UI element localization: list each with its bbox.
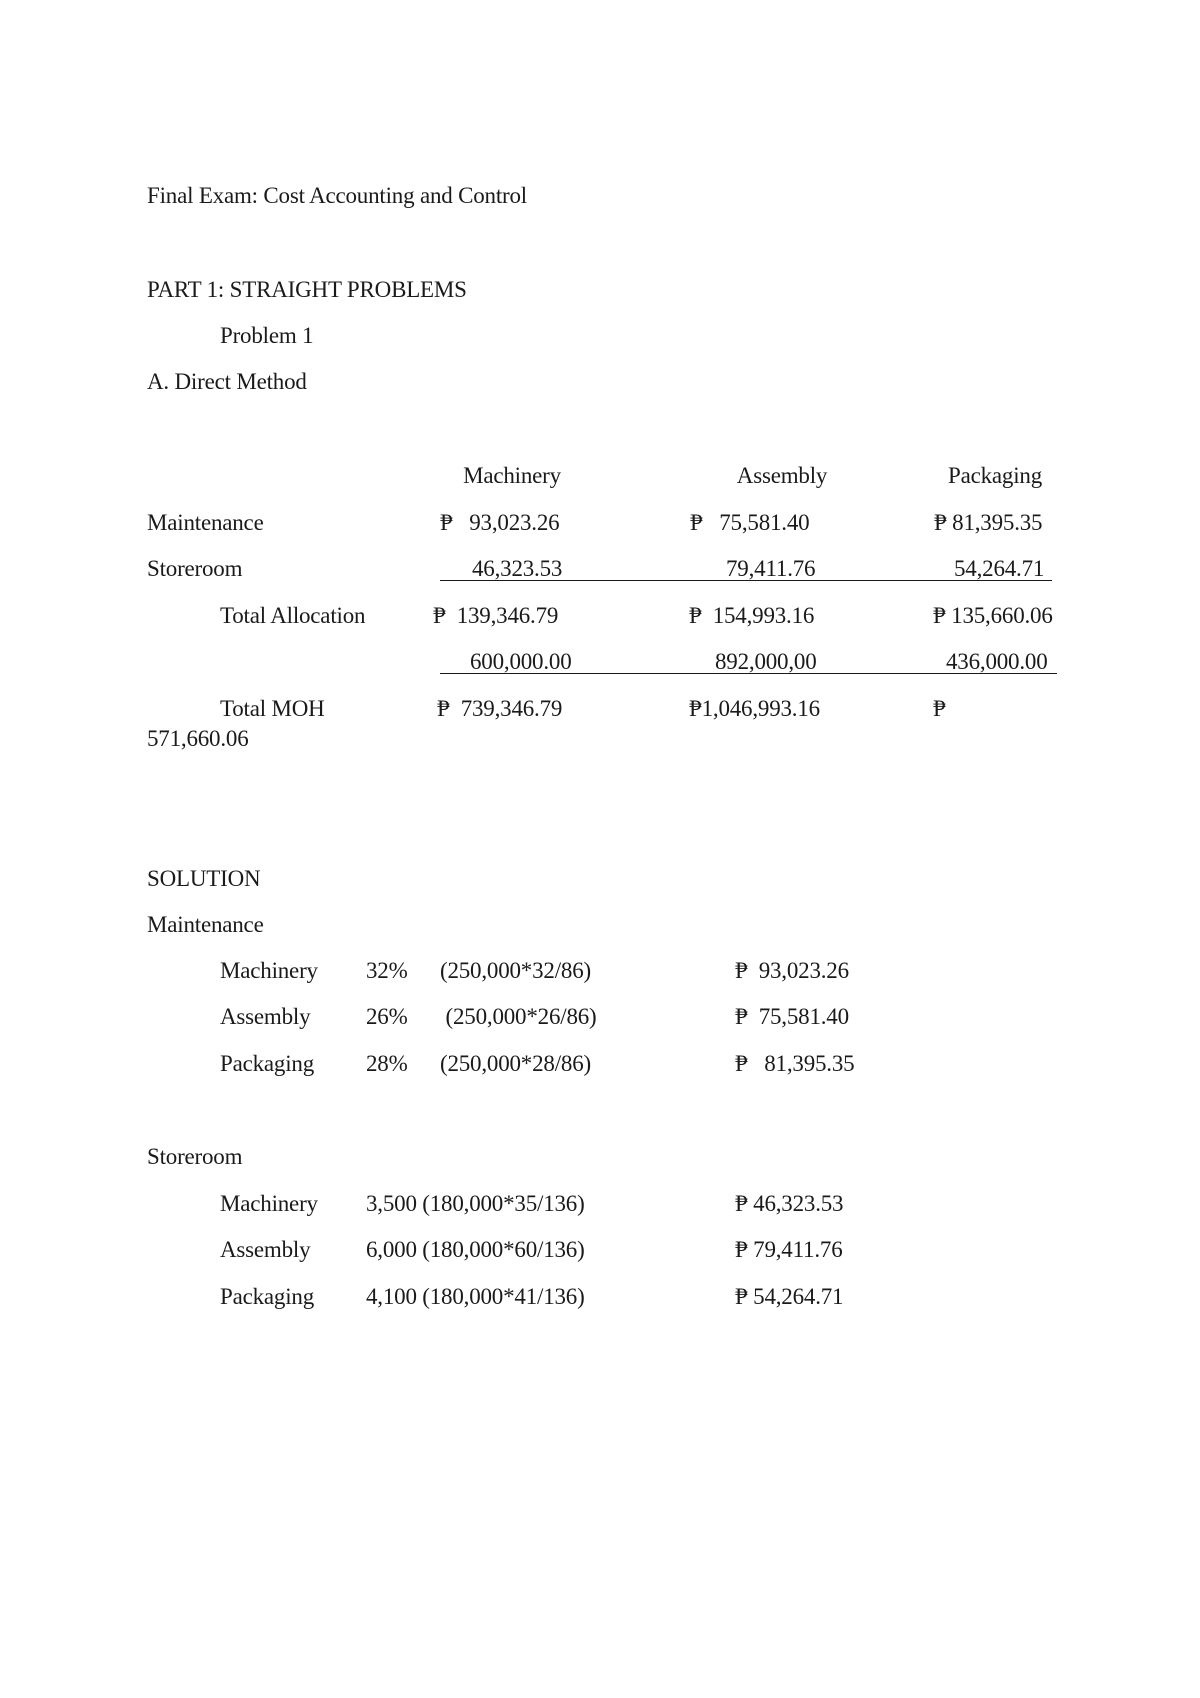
maintenance-formula-packaging: (250,000*28/86): [440, 1051, 591, 1076]
row-label-storeroom: Storeroom: [147, 556, 243, 581]
cell-storeroom-machinery: 46,323.53: [472, 556, 563, 581]
cell-total-allocation-assembly: ₱ 154,993.16: [689, 603, 815, 628]
maintenance-formula-assembly: (250,000*26/86): [440, 1004, 597, 1029]
cell-direct-moh-packaging: 436,000.00: [946, 649, 1048, 674]
method-label: A. Direct Method: [147, 369, 307, 394]
storeroom-amount-packaging: ₱ 54,264.71: [735, 1284, 844, 1309]
maintenance-heading: Maintenance: [147, 912, 264, 937]
cell-maintenance-assembly: ₱ 75,581.40: [690, 510, 810, 535]
total-underline: [440, 673, 1057, 674]
column-header-assembly: Assembly: [736, 463, 828, 488]
storeroom-detail-packaging: 4,100 (180,000*41/136): [366, 1284, 585, 1309]
cell-total-allocation-machinery: ₱ 139,346.79: [433, 603, 559, 628]
cell-maintenance-packaging: ₱ 81,395.35: [934, 510, 1043, 535]
maintenance-dept-assembly: Assembly: [220, 1004, 311, 1029]
storeroom-amount-assembly: ₱ 79,411.76: [735, 1237, 843, 1262]
storeroom-amount-machinery: ₱ 46,323.53: [735, 1191, 844, 1216]
maintenance-rate-assembly: 26%: [366, 1004, 408, 1029]
cell-total-moh-machinery: ₱ 739,346.79: [437, 696, 563, 721]
page-title: Final Exam: Cost Accounting and Control: [147, 183, 527, 208]
storeroom-dept-packaging: Packaging: [220, 1284, 315, 1309]
row-label-maintenance: Maintenance: [147, 510, 264, 535]
subtotal-underline: [440, 580, 1052, 581]
cell-direct-moh-assembly: 892,000,00: [715, 649, 817, 674]
storeroom-detail-machinery: 3,500 (180,000*35/136): [366, 1191, 585, 1216]
cell-storeroom-packaging: 54,264.71: [954, 556, 1045, 581]
cell-maintenance-machinery: ₱ 93,023.26: [440, 510, 560, 535]
row-label-total-moh: Total MOH: [220, 696, 325, 721]
cell-total-moh-assembly: ₱1,046,993.16: [689, 696, 820, 721]
maintenance-rate-packaging: 28%: [366, 1051, 408, 1076]
cell-direct-moh-machinery: 600,000.00: [470, 649, 572, 674]
maintenance-amount-machinery: ₱ 93,023.26: [735, 958, 849, 983]
row-label-total-allocation: Total Allocation: [220, 603, 366, 628]
part-heading: PART 1: STRAIGHT PROBLEMS: [147, 277, 467, 302]
maintenance-formula-machinery: (250,000*32/86): [440, 958, 591, 983]
storeroom-dept-machinery: Machinery: [220, 1191, 318, 1216]
cell-storeroom-assembly: 79,411.76: [726, 556, 816, 581]
maintenance-amount-packaging: ₱ 81,395.35: [735, 1051, 855, 1076]
storeroom-heading: Storeroom: [147, 1144, 243, 1169]
maintenance-rate-machinery: 32%: [366, 958, 408, 983]
column-header-machinery: Machinery: [463, 463, 561, 488]
solution-heading: SOLUTION: [147, 866, 261, 891]
storeroom-detail-assembly: 6,000 (180,000*60/136): [366, 1237, 585, 1262]
cell-total-allocation-packaging: ₱ 135,660.06: [933, 603, 1053, 628]
storeroom-dept-assembly: Assembly: [220, 1237, 311, 1262]
cell-total-moh-packaging-symbol: ₱: [933, 696, 946, 721]
cell-total-moh-packaging-value: 571,660.06: [147, 726, 249, 751]
maintenance-dept-machinery: Machinery: [220, 958, 318, 983]
maintenance-amount-assembly: ₱ 75,581.40: [735, 1004, 849, 1029]
column-header-packaging: Packaging: [947, 463, 1042, 488]
problem-label: Problem 1: [220, 323, 314, 348]
maintenance-dept-packaging: Packaging: [220, 1051, 315, 1076]
